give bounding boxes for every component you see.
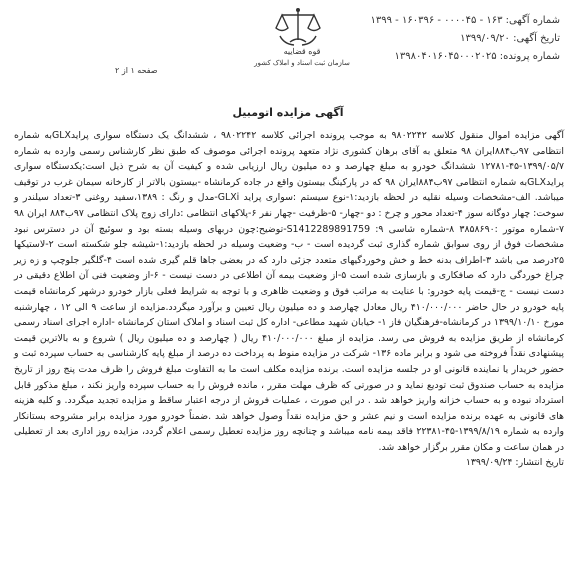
judiciary-emblem-icon (270, 6, 326, 48)
case-number: شماره پرونده: ۱۳۹۸۰۴۰۱۶۰۴۵۰۰۰۲۰۲۵ (394, 51, 560, 62)
notice-meta (371, 12, 560, 66)
notice-date: تاریخ آگهی: ۱۳۹۹/۰۹/۲۰ (460, 33, 560, 44)
publication-date: تاریخ انتشار: ۱۳۹۹/۰۹/۲۴ (465, 457, 564, 469)
body-paragraph: آگهی مزایده اموال منقول کلاسه ۹۸۰۲۲۴۲ به موجب پرونده اجرائی کلاسه ۹۸۰۲۲۴۲ ، ششدانگ یک دستگاه سواری پرایدGLXبه شماره انتظامی ۹۷ب۸۸۴ایران ۹۸ متعلق به آقای برهان کشوری نژاد متعهد پرونده اجرائی موصوف که طبق نظر کارشناس رسمی وارده به شماره ۱۳۹۹/۰۵/۷-۴۵-۱۲۷۸۱ ششدانگ خودرو به مبلغ چهارصد و ده میلیون ریال ارزیابی شده و کیفیت آن به شرح ذیل است:یکدستگاه سواری پرایدGLXبه شماره انتظامی ۹۷ب۸۸۴ایران ۹۸ که در پارکینگ بیستون واقع در جاده کرمانشاه -بیستون بالاتر از کارخانه سیمان غرب در توقیف میباشد. الف-مشخصات وسیله نقلیه در لحظه بازدید:۱-نوع سیستم :سواری پراید GLXi-مدل و رنگ : ۱۳۸۹،سفید روغنی ۳-تعداد سیلندر و سوخت: چهار دوگانه سوز ۴-تعداد محور و چرخ : دو -چهار- ۵-ظرفیت -چهار نفر ۶-پلاکهای انتظامی :دارای زوج پلاک انتظامی ۹۷ب۸۸۴ ایران ۹۸ ۷-شماره موتور :۳۸۵۸۶۹۰ ۸-شماره شاسی S1412289891759 :۹-توضیح:چون دربهای وسیله بسته بود و سوئیچ آن در دسترس نبود مشخصات فوق از روی سوابق شماره گذاری ثبت گردیده است - ب- وضعیت وسیله در لحظه بازدید:۱-شیشه جلو شکسته است ۲-لاستیکها ۲۵درصد می باشد ۳-اطراف بدنه خط و خش وخوردگیهای متعدد جزئی دارد که در بعضی جاها قلم گیری شده است ۴-گلگیر جلوچپ و زه زیر چراغ خوردگی دارد که صافکاری و بازسازی شده است ۵-از وضعیت بیمه آن اطلاعی در دست نیست - ۶-از وضعیت فنی آن اطلاع دقیقی در دست نیست - ج-قیمت پایه خودرو: با عنایت به مراتب فوق و وضعیت ظاهری و با توجه به شرایط فعلی بازار خودرو درشهر کرمانشاه قیمت پایه خودرو در حال حاضر ۴۱۰/۰۰۰/۰۰۰ ریال معادل چهارصد و ده میلیون ریال تعیین و برآورد میگردد.مزایده از ساعت ۹ الی ۱۲ ، چهارشنبه مورخ ۱۳۹۹/۱۰/۱۰ در کرمانشاه-فرهنگیان فاز ۱- خیابان شهید مطاعی- اداره کل ثبت اسناد و املاک استان کرمانشاه -اداره اجرای اسناد رسمی کرمانشاه از طریق مزایده به فروش می رسد. مزایده از مبلغ ۴۱۰/۰۰۰/۰۰۰ ریال ( چهارصد و ده میلیون ریال ) شروع و به بالاترین قیمت پیشنهادی نقداً فروخته می شود و برابر ماده ۱۳۶- شرکت در مزایده منوط به پرداخت ده درصد از مبلغ پایه کارشناسی به حساب سپرده ثبت و حضور خریدار یا نماینده قانونی او در جلسه مزایده است. برنده مزایده مکلف است ما به التفاوت مبلغ فروش را ظرف مدت پنج روز از تاریخ مزایده به حساب صندوق ثبت تودیع نماید و در صورتی که ظرف مهلت مقرر ، مانده فروش را به حساب سپرده واریز نکند ، مبلغ مذکور قابل استرداد نبوده و به حساب خزانه واریز خواهد شد . در این صورت ، عملیات فروش از درجه اعتبار ساقط و مزایده تجدید میگردد. و کلیه هزینه های قانونی به عهده برنده مزایده است و نیم عشر و حق مزایده نقداً وصول خواهد شد .ضمناً خودرو مورد مزایده برابر مشروحه بستانکار وارده به شماره ۱۳۹۹/۸/۱۹-۴۵-۲۲۳۸۱ فاقد بیمه نامه میباشد و چنانچه روز مزایده تعطیل رسمی اعلام گردد، مزایده روز اداری بعد از تعطیلی در همان ساعت و مکان مقرر برگزار خواهد شد. (14, 130, 565, 453)
notice-number: شماره آگهی: ۱۶۳ - ۰۰۰۰۴۵ - ۱۶۰۳۹۶ - ۱۳۹۹ (370, 15, 560, 26)
document-body (14, 128, 564, 471)
org-name-judiciary: قوه قضاییه (283, 47, 321, 56)
org-name-registration: سازمان ثبت اسناد و املاک کشور (254, 59, 350, 67)
page-indicator: صفحه ۱ از ۲ (115, 66, 158, 75)
document-title: آگهی مزایده اتومبیل (232, 106, 344, 119)
issuing-organization (252, 46, 352, 69)
